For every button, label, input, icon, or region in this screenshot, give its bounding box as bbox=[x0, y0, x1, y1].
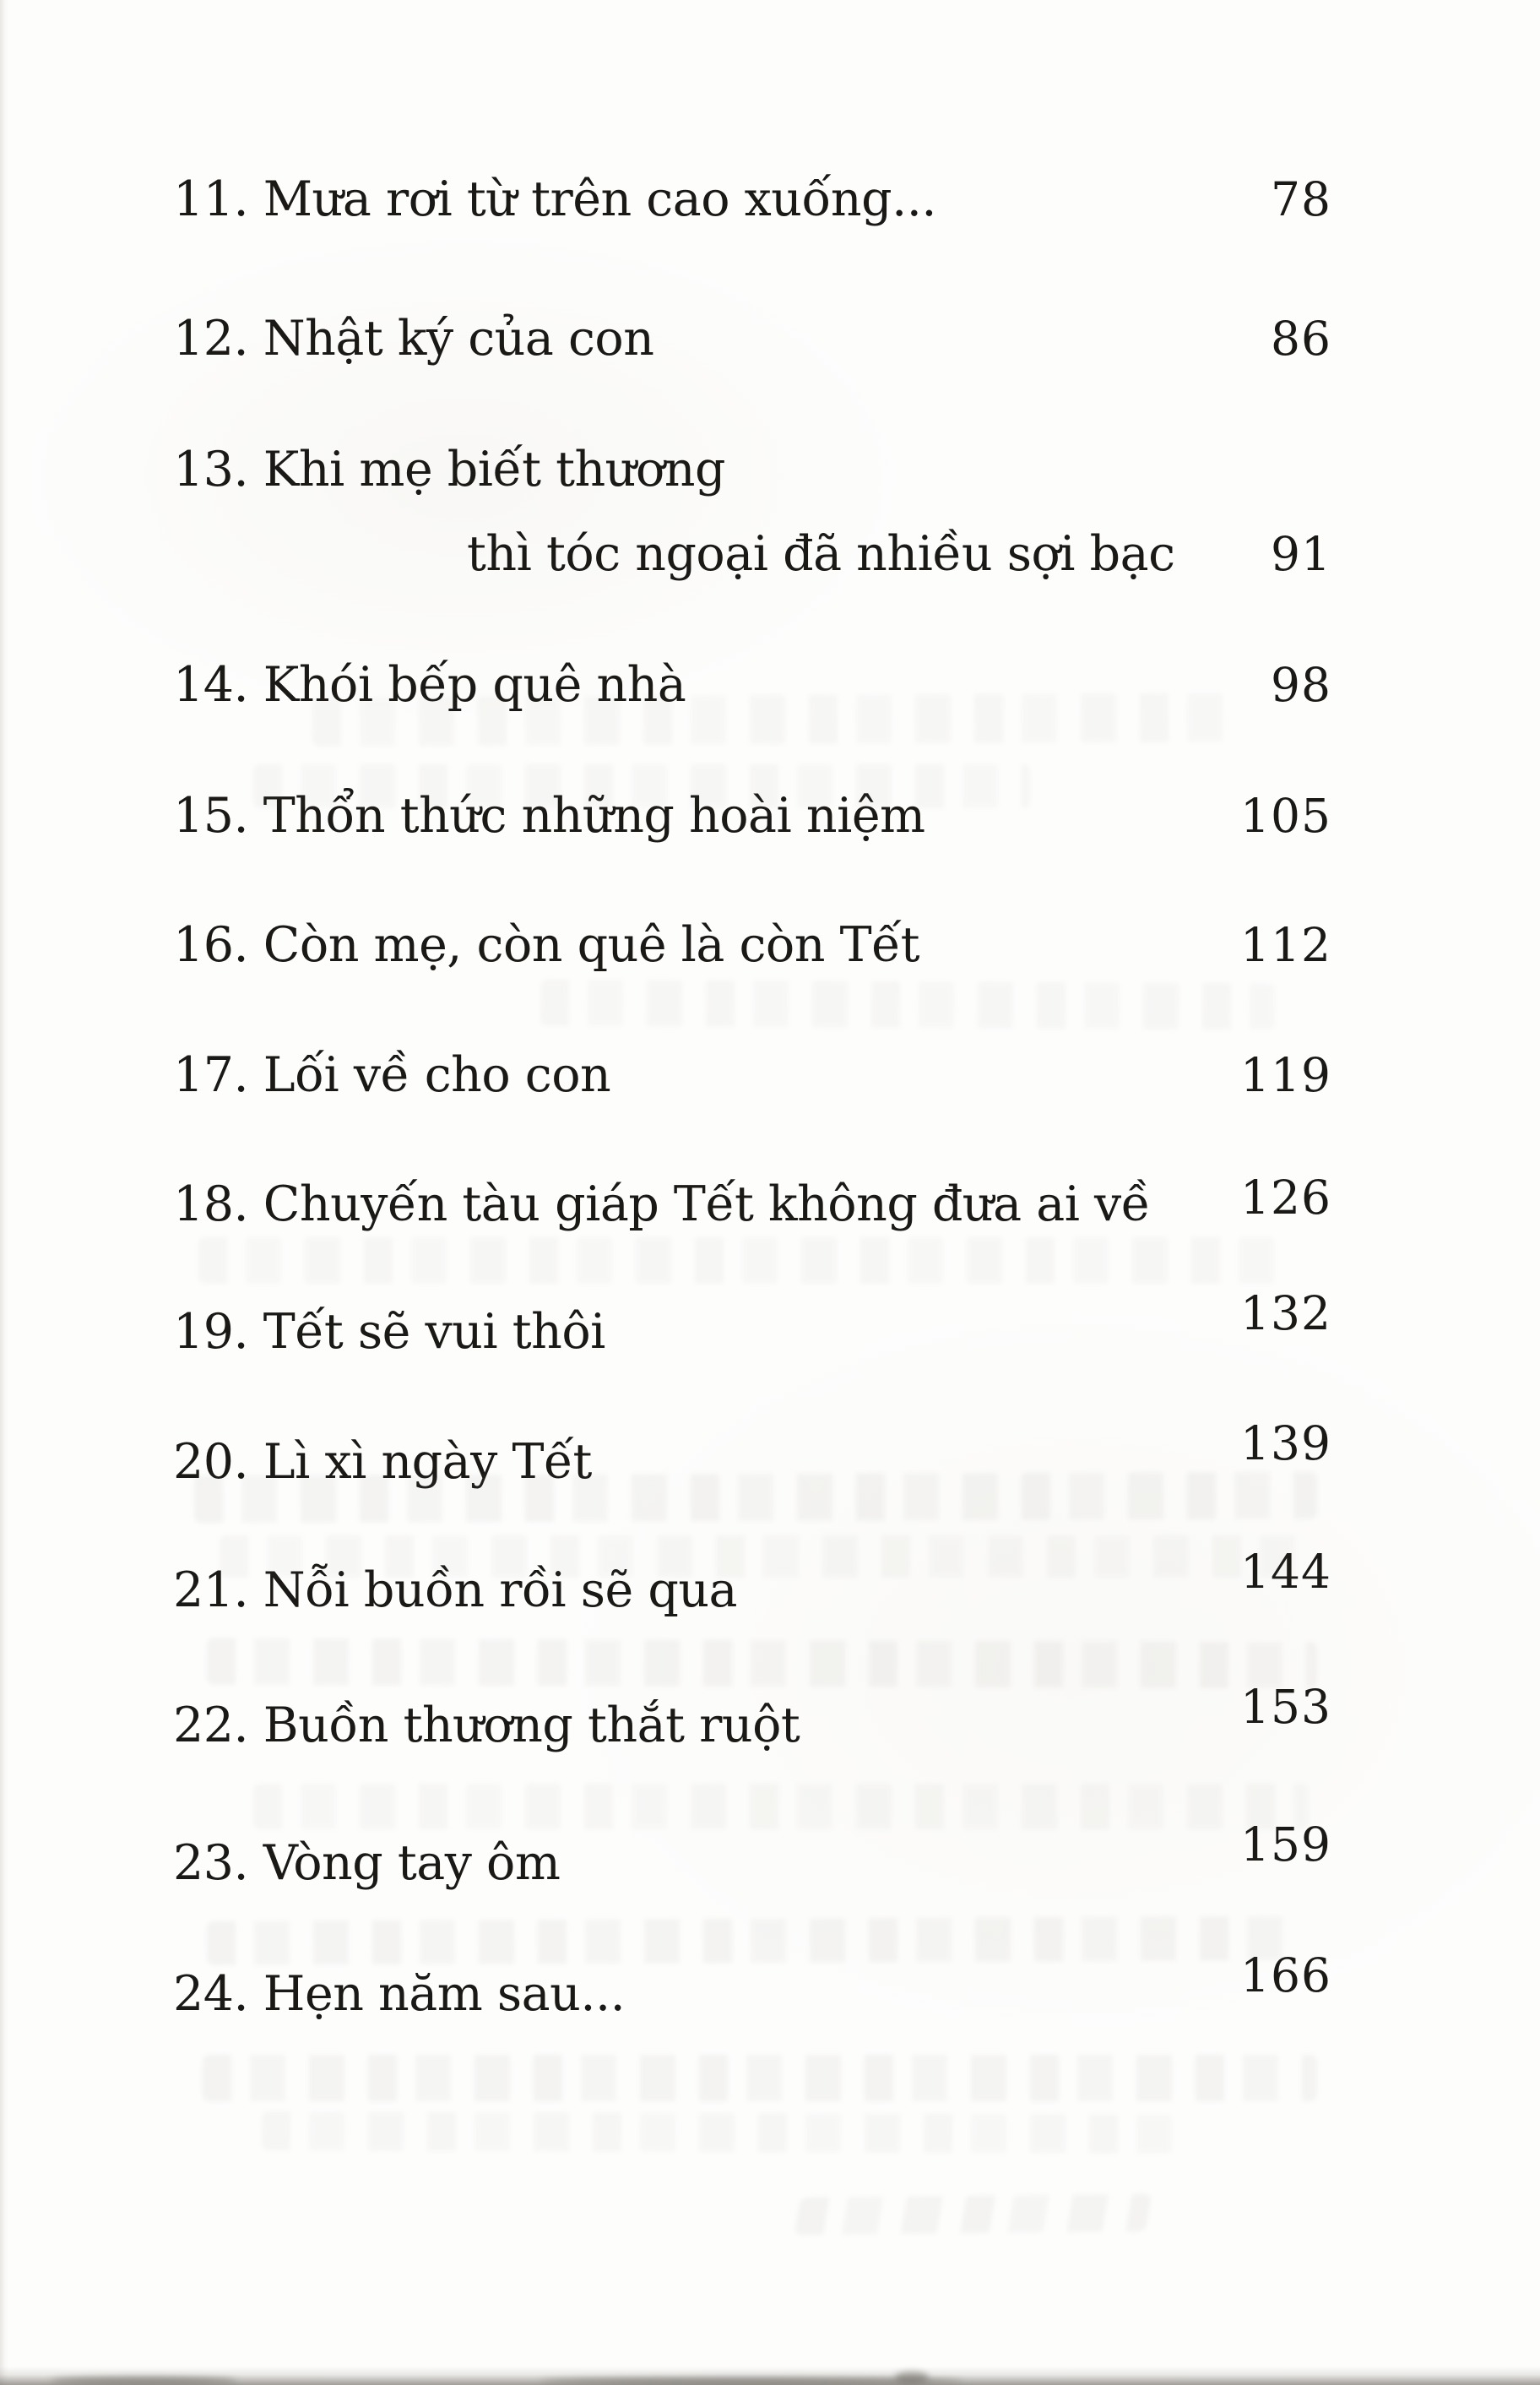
bleed-through-artifact bbox=[262, 2111, 1174, 2154]
toc-entry-page: 132 bbox=[1240, 1286, 1331, 1340]
toc-entry-title: 22. Buồn thương thắt ruột bbox=[173, 1698, 800, 1753]
toc-entry bbox=[173, 1948, 1331, 2022]
toc-entry-title: 19. Tết sẽ vui thôi bbox=[173, 1304, 605, 1360]
page-edge-smudge bbox=[540, 2377, 962, 2385]
toc-entry-title: 13. Khi mẹ biết thương bbox=[173, 442, 725, 497]
bleed-through-artifact bbox=[203, 2055, 1317, 2101]
toc-entry bbox=[173, 1049, 1331, 1101]
toc-entry-title: 15. Thổn thức những hoài niệm bbox=[173, 788, 925, 844]
page-edge-smudge bbox=[51, 2377, 236, 2385]
toc-entry-page: 91 bbox=[1271, 527, 1331, 581]
bleed-through-artifact bbox=[194, 1472, 1317, 1524]
toc-entry bbox=[173, 1171, 1331, 1232]
toc-entry-page: 126 bbox=[1240, 1171, 1331, 1225]
bleed-through-artifact bbox=[207, 1916, 1304, 1965]
toc-entry bbox=[173, 919, 1331, 971]
toc-entry-page: 86 bbox=[1271, 312, 1331, 366]
toc-entry-page: 153 bbox=[1240, 1680, 1331, 1734]
toc-entry-title: 14. Khói bếp quê nhà bbox=[173, 657, 686, 713]
toc-entry bbox=[173, 1817, 1331, 1891]
bleed-through-artifact bbox=[540, 980, 1275, 1030]
toc-entry-page: 78 bbox=[1271, 172, 1331, 226]
toc-entry-page: 166 bbox=[1240, 1948, 1331, 2002]
toc-entry-page: 105 bbox=[1240, 789, 1331, 843]
toc-entry-page: 98 bbox=[1271, 658, 1331, 712]
toc-entry-page: 159 bbox=[1240, 1817, 1331, 1872]
toc-entry-title: 11. Mưa rơi từ trên cao xuống... bbox=[173, 171, 936, 227]
toc-entry bbox=[173, 1286, 1331, 1360]
toc-entry-title: 17. Lối về cho con bbox=[173, 1047, 611, 1103]
toc-entry-title-continuation: thì tóc ngoại đã nhiều sợi bạc bbox=[467, 526, 1175, 582]
bleed-through-artifact bbox=[253, 1784, 1309, 1829]
bleed-through-artifact bbox=[794, 2194, 1152, 2235]
page-left-edge-shadow bbox=[0, 0, 8, 2385]
toc-entry-title: 12. Nhật ký của con bbox=[173, 311, 654, 367]
toc-entry-title: 18. Chuyến tàu giáp Tết không đưa ai về bbox=[173, 1176, 1151, 1232]
toc-entry-title: 16. Còn mẹ, còn quê là còn Tết bbox=[173, 917, 920, 973]
toc-entry-page: 139 bbox=[1240, 1416, 1331, 1470]
toc-entry bbox=[173, 312, 1331, 365]
toc-entry-page: 144 bbox=[1240, 1545, 1331, 1599]
toc-entry-title: 21. Nỗi buồn rồi sẽ qua bbox=[173, 1562, 738, 1618]
toc-entry bbox=[173, 173, 1331, 225]
toc-entry-page: 119 bbox=[1240, 1048, 1331, 1102]
bleed-through-artifact bbox=[253, 764, 1030, 808]
toc-entry bbox=[173, 443, 1331, 580]
bleed-through-artifact bbox=[198, 1237, 1296, 1284]
toc-entry-title: 23. Vòng tay ôm bbox=[173, 1835, 561, 1891]
toc-entry bbox=[173, 1680, 1331, 1753]
bleed-through-artifact bbox=[312, 693, 1233, 747]
bleed-through-artifact bbox=[207, 1638, 1317, 1689]
bleed-through-artifact bbox=[220, 1535, 1300, 1578]
toc-entry-title: 24. Hẹn năm sau... bbox=[173, 1966, 626, 2022]
toc-entry-page: 112 bbox=[1240, 918, 1331, 972]
toc-entry-title: 20. Lì xì ngày Tết bbox=[173, 1434, 592, 1490]
